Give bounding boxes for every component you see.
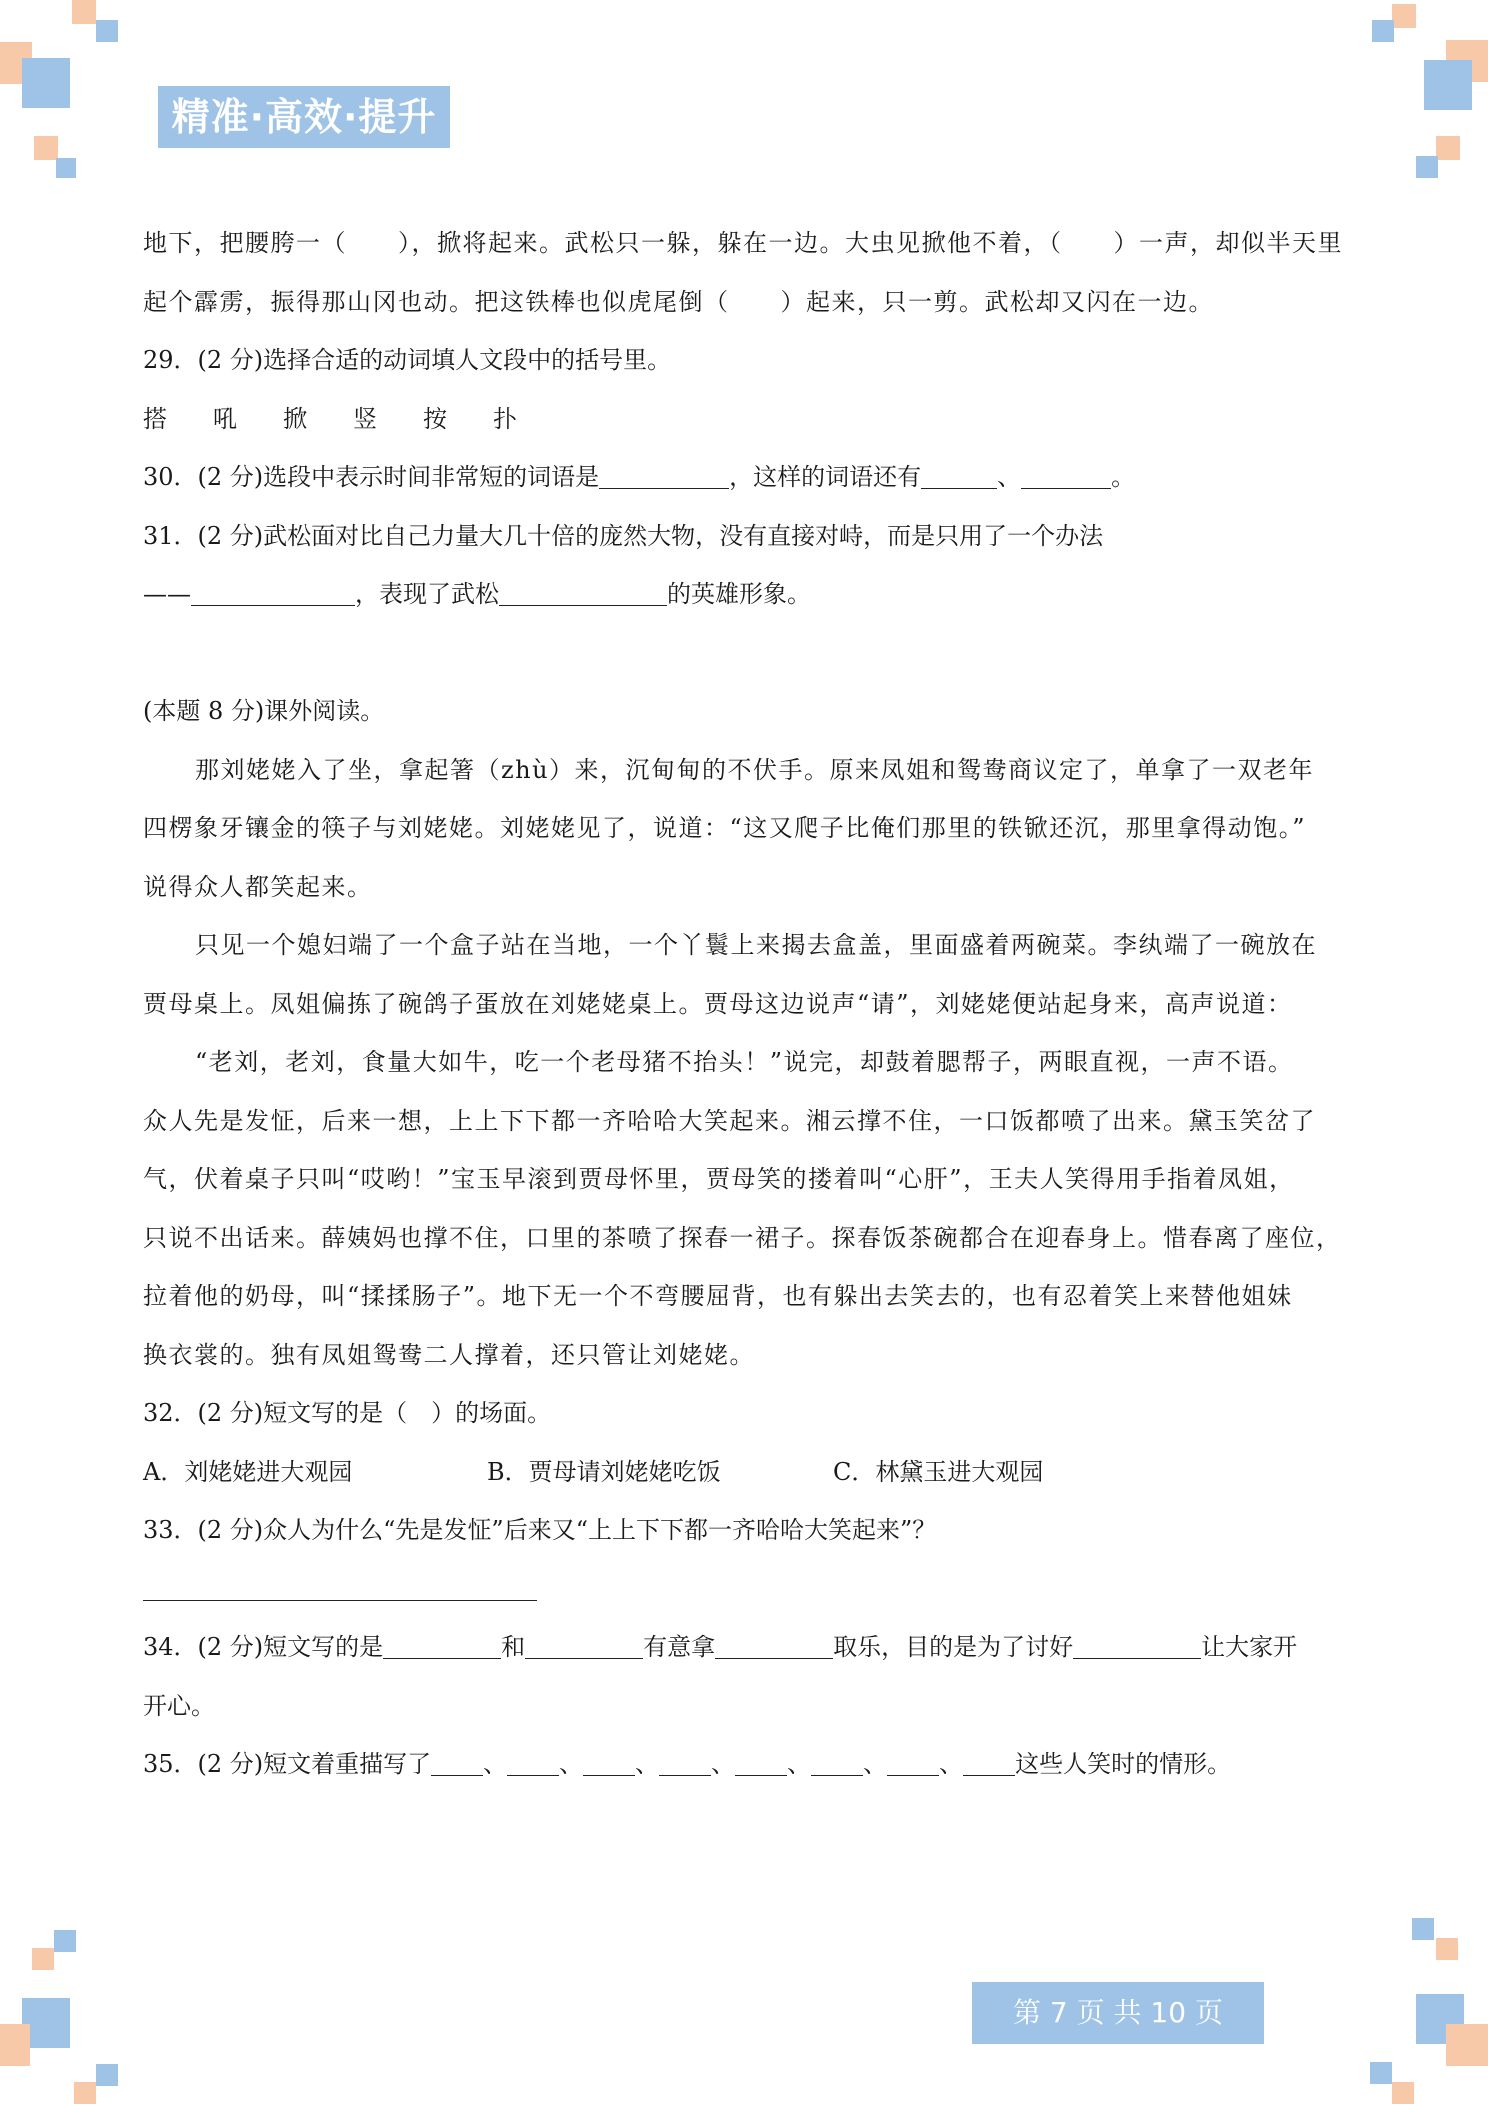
verb-option: 按: [423, 404, 447, 433]
question-text: 的英雄形象。: [667, 580, 811, 608]
verb-option: 扑: [493, 404, 517, 433]
option-c[interactable]: C．林黛玉进大观园: [833, 1457, 1044, 1486]
answer-blank[interactable]: [143, 1576, 537, 1601]
page-content: [143, 214, 1353, 1794]
question-33: 33．(2 分)众人为什么“先是发怔”后来又“上上下下都一齐哈哈大笑起来”？: [143, 1516, 937, 1544]
answer-blank[interactable]: [383, 1634, 501, 1659]
answer-blank[interactable]: [735, 1751, 787, 1776]
reading-paragraph-line: 说得众人都笑起来。: [143, 872, 373, 901]
passage-line: 地下，把腰胯一（ ），掀将起来。武松只一躲，躲在一边。大虫见掀他不着，（ ）一声，却似半天里: [143, 229, 1343, 257]
reading-paragraph-line: 四楞象牙镶金的筷子与刘姥姥。刘姥姥见了，说道：“这又爬子比俺们那里的铁锨还沉，那里拿得动饱。”: [143, 814, 1307, 842]
answer-blank[interactable]: [599, 464, 729, 489]
separator: 、: [635, 1750, 660, 1778]
reading-paragraph-line: 贾母桌上。凤姐偏拣了碗鸽子蛋放在刘姥姥桌上。贾母这边说声“请”，刘姥姥便站起身来，高声说道：: [143, 989, 1293, 1018]
answer-blank[interactable]: [525, 1634, 643, 1659]
verb-option: 搭: [143, 404, 167, 433]
verb-option: 竖: [353, 404, 377, 433]
question-32: 32．(2 分)短文写的是（ ）的场面。: [143, 1399, 552, 1427]
answer-blank[interactable]: [921, 464, 997, 489]
question-text: 有意拿: [643, 1633, 716, 1661]
reading-paragraph-line: 拉着他的奶母，叫“揉揉肠子”。地下无一个不弯腰屈背，也有躲出去笑去的，也有忍着笑上来替他姐妹: [143, 1282, 1293, 1310]
reading-paragraph-line: “老刘，老刘，食量大如牛，吃一个老母猪不抬头！”说完，却鼓着腮帮子，两眼直视，一声不语。: [195, 1048, 1294, 1076]
reading-paragraph-line: 只见一个媳妇端了一个盒子站在当地，一个丫鬟上来揭去盒盖，里面盛着两碗菜。李纨端了一碗放在: [195, 931, 1317, 959]
question-text: 、: [997, 463, 1022, 491]
question-31-cont: [143, 565, 1353, 624]
option-b[interactable]: B．贾母请刘姥姥吃饭: [487, 1457, 721, 1486]
question-34-cont: 开心。: [143, 1691, 215, 1720]
question-text: 这些人笑时的情形。: [1015, 1750, 1232, 1778]
answer-blank[interactable]: [659, 1751, 711, 1776]
reading-paragraph-line: 换衣裳的。独有凤姐鸳鸯二人撑着，还只管让刘姥姥。: [143, 1340, 755, 1369]
question-text: ——: [143, 580, 191, 608]
answer-blank[interactable]: [811, 1751, 863, 1776]
question-34: [143, 1618, 1353, 1677]
separator: 、: [787, 1750, 812, 1778]
answer-blank[interactable]: [431, 1751, 483, 1776]
verb-option: 吼: [213, 404, 237, 433]
answer-blank[interactable]: [499, 581, 667, 606]
answer-blank[interactable]: [507, 1751, 559, 1776]
question-text: ，这样的词语还有: [729, 463, 922, 491]
option-a[interactable]: A．刘姥姥进大观园: [143, 1457, 353, 1486]
reading-paragraph-line: 气，伏着桌子只叫“哎哟！”宝玉早滚到贾母怀里，贾母笑的搂着叫“心肝”，王夫人笑得用手指着凤姐，: [143, 1165, 1295, 1193]
question-text: ，表现了武松: [355, 580, 499, 608]
section-heading: (本题 8 分)课外阅读。: [143, 697, 385, 725]
separator: 、: [863, 1750, 888, 1778]
question-text: 。: [1111, 463, 1136, 491]
question-text: 34．(2 分)短文写的是: [143, 1633, 384, 1661]
question-30: [143, 448, 1353, 507]
separator: 、: [939, 1750, 964, 1778]
passage-line: 起个霹雳，振得那山冈也动。把这铁棒也似虎尾倒（ ）起来，只一剪。武松却又闪在一边。: [143, 287, 1214, 316]
page-number-badge: 第 7 页 共 10 页: [972, 1982, 1264, 2044]
question-text: 30．(2 分)选段中表示时间非常短的词语是: [143, 463, 600, 491]
question-29: 29．(2 分)选择合适的动词填人文段中的括号里。: [143, 346, 672, 374]
answer-blank[interactable]: [887, 1751, 939, 1776]
question-35: [143, 1735, 1353, 1794]
question-text: 让大家开: [1201, 1633, 1298, 1661]
question-text: 和: [501, 1633, 526, 1661]
question-text: 取乐，目的是为了讨好: [833, 1633, 1074, 1661]
answer-blank[interactable]: [1073, 1634, 1201, 1659]
answer-blank[interactable]: [715, 1634, 833, 1659]
verb-option: 掀: [283, 404, 307, 433]
separator: 、: [711, 1750, 736, 1778]
separator: 、: [559, 1750, 584, 1778]
question-32-options: [143, 1443, 1353, 1502]
question-text: 35．(2 分)短文着重描写了: [143, 1750, 432, 1778]
header-banner: 精准·高效·提升: [158, 86, 450, 148]
question-33-answer: [143, 1560, 1353, 1619]
answer-blank[interactable]: [963, 1751, 1015, 1776]
question-31: 31．(2 分)武松面对比自己力量大几十倍的庞然大物，没有直接对峙，而是只用了一个办法: [143, 521, 1104, 550]
answer-blank[interactable]: [1021, 464, 1111, 489]
answer-blank[interactable]: [191, 581, 355, 606]
reading-paragraph-line: 众人先是发怔，后来一想，上上下下都一齐哈哈大笑起来。湘云撑不住，一口饭都喷了出来。黛玉笑岔了: [143, 1106, 1316, 1135]
verb-options: [143, 390, 1353, 449]
separator: 、: [483, 1750, 508, 1778]
reading-paragraph-line: 那刘姥姥入了坐，拿起箸（zhù）来，沉甸甸的不伏手。原来凤姐和鸳鸯商议定了，单拿了一双老年: [195, 755, 1315, 784]
reading-paragraph-line: 只说不出话来。薛姨妈也撑不住，口里的茶喷了探春一裙子。探春饭茶碗都合在迎春身上。惜春离了座位，: [143, 1223, 1342, 1252]
answer-blank[interactable]: [583, 1751, 635, 1776]
